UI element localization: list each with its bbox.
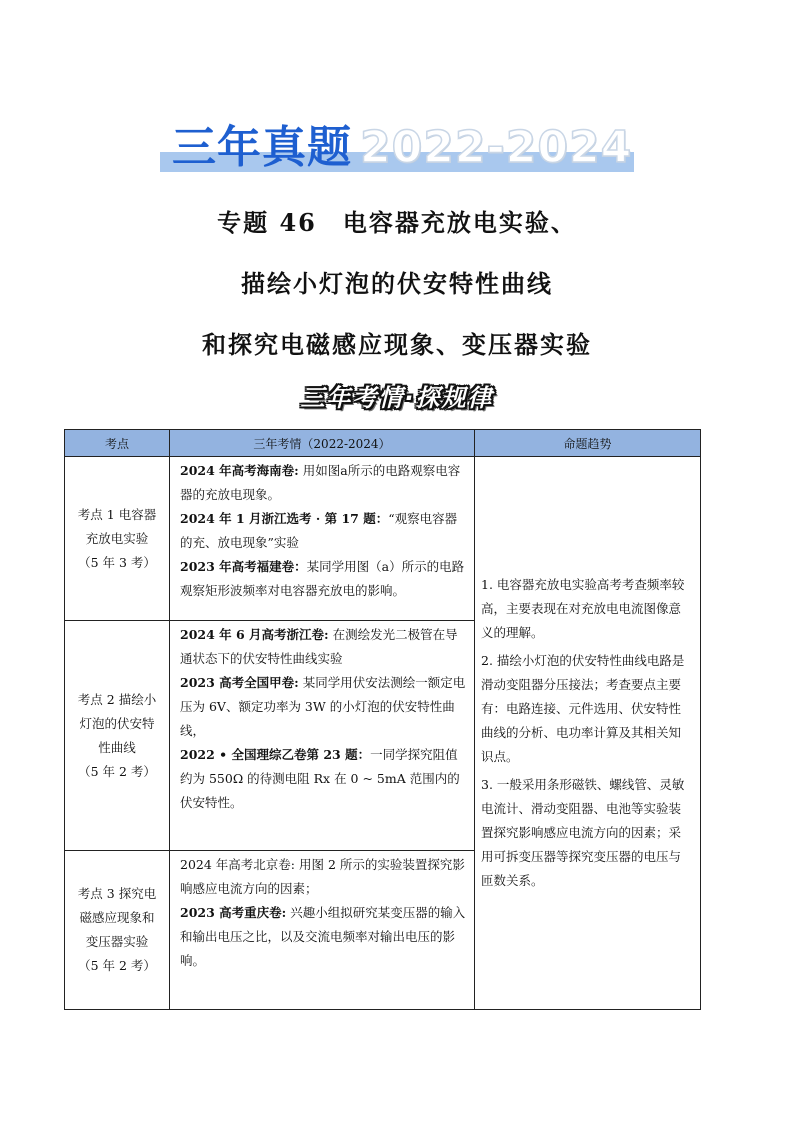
banner-text xyxy=(172,122,632,174)
exam-item xyxy=(180,901,466,973)
exam-desc: 一同学探究阻值约为 550Ω 的待测电阻 Rx 在 0 ~ 5mA 范围内的伏安特性。 xyxy=(180,747,460,810)
banner-years: 2022-2024 xyxy=(360,122,633,173)
point-count: （5 年 2 考） xyxy=(78,958,156,973)
exam-desc: 某同学用伏安法测绘一额定电压为 6V、额定功率为 3W 的小灯泡的伏安特性曲线， xyxy=(180,675,466,738)
exam-desc: 在测绘发光二极管在导通状态下的伏安特性曲线实验 xyxy=(180,627,458,666)
banner-chinese-text: 三年真题 xyxy=(172,122,352,173)
table-row xyxy=(65,457,701,621)
trend-item: 1. 电容器充放电实验高考考查频率较高，主要表现在对充放电电流图像意义的理解。 xyxy=(481,577,685,640)
exam-desc: “观察电容器的充、放电现象”实验 xyxy=(180,511,458,550)
exam-item xyxy=(180,671,466,743)
point-cell xyxy=(65,851,170,1010)
exam-desc: 兴趣小组拟研究某变压器的输入和输出电压之比，以及交流电频率对输出电压的影响。 xyxy=(180,905,466,968)
trend-cell xyxy=(475,457,701,1010)
exam-item xyxy=(180,459,466,507)
situation-cell xyxy=(170,621,475,851)
header-point: 考点 xyxy=(65,430,170,457)
exam-source: 2024 年高考海南卷: xyxy=(180,463,299,478)
exam-source: 2023 年高考福建卷： xyxy=(180,559,307,574)
point-name: 考点 2 描绘小 xyxy=(77,691,157,707)
title-banner xyxy=(160,122,634,176)
section-banner-text: 三年考情·探规律 xyxy=(300,384,494,412)
exam-source: 2022 • 全国理综乙卷第 23 题： xyxy=(180,747,371,762)
section-banner xyxy=(273,381,521,415)
situation-cell xyxy=(170,457,475,621)
exam-source: 2023 高考全国甲卷: xyxy=(180,675,299,690)
exam-item xyxy=(180,623,466,671)
title-line-3: 和探究电磁感应现象、变压器实验 xyxy=(202,330,592,359)
point-name: 充放电实验 xyxy=(85,530,149,546)
table-header-row xyxy=(65,430,701,457)
header-situation: 三年考情（2022-2024） xyxy=(170,430,475,457)
point-cell xyxy=(65,621,170,851)
exam-desc: 用如图a所示的电路观察电容器的充放电现象。 xyxy=(180,463,461,502)
situation-cell xyxy=(170,851,475,1010)
point-name: 考点 3 探究电 xyxy=(77,886,157,901)
header-trend: 命题趋势 xyxy=(475,430,701,457)
trend-item: 3. 一般采用条形磁铁、螺线管、灵敏电流计、滑动变阻器、电池等实验装置探究影响感应电流方向的因素；采用可拆变压器等探究变压器的电压与匝数关系。 xyxy=(481,777,685,888)
point-count: （5 年 3 考） xyxy=(78,554,156,570)
exam-source: 2024 年 6 月高考浙江卷: xyxy=(180,627,329,642)
exam-source: 2023 高考重庆卷: xyxy=(180,905,287,920)
exam-item xyxy=(180,507,466,555)
exam-source: 2024 年 1 月浙江选考 · 第 17 题： xyxy=(180,511,389,526)
exam-desc: 2024 年高考北京卷: 用图 2 所示的实验装置探究影响感应电流方向的因素； xyxy=(180,857,465,896)
exam-desc: 某同学用图（a）所示的电路观察矩形波频率对电容器充放电的影响。 xyxy=(180,559,465,598)
trend-item: 2. 描绘小灯泡的伏安特性曲线电路是滑动变阻器分压接法；考查要点主要有：电路连接、元件选用、伏安特性曲线的分析、电功率计算及其相关知识点。 xyxy=(481,653,685,764)
title-line-1: 专题 46 电容器充放电实验、 xyxy=(217,208,577,237)
exam-item xyxy=(180,555,466,603)
exam-analysis-table xyxy=(64,429,701,1010)
point-name: 性曲线 xyxy=(98,739,136,755)
point-name: 灯泡的伏安特 xyxy=(79,715,155,731)
point-name: 磁感应现象和 xyxy=(79,910,155,925)
point-count: （5 年 2 考） xyxy=(78,763,156,779)
point-cell xyxy=(65,457,170,621)
title-line-2: 描绘小灯泡的伏安特性曲线 xyxy=(241,269,553,298)
exam-item xyxy=(180,853,466,901)
point-name: 变压器实验 xyxy=(85,934,149,949)
exam-item xyxy=(180,743,466,815)
point-name: 考点 1 电容器 xyxy=(77,506,157,522)
